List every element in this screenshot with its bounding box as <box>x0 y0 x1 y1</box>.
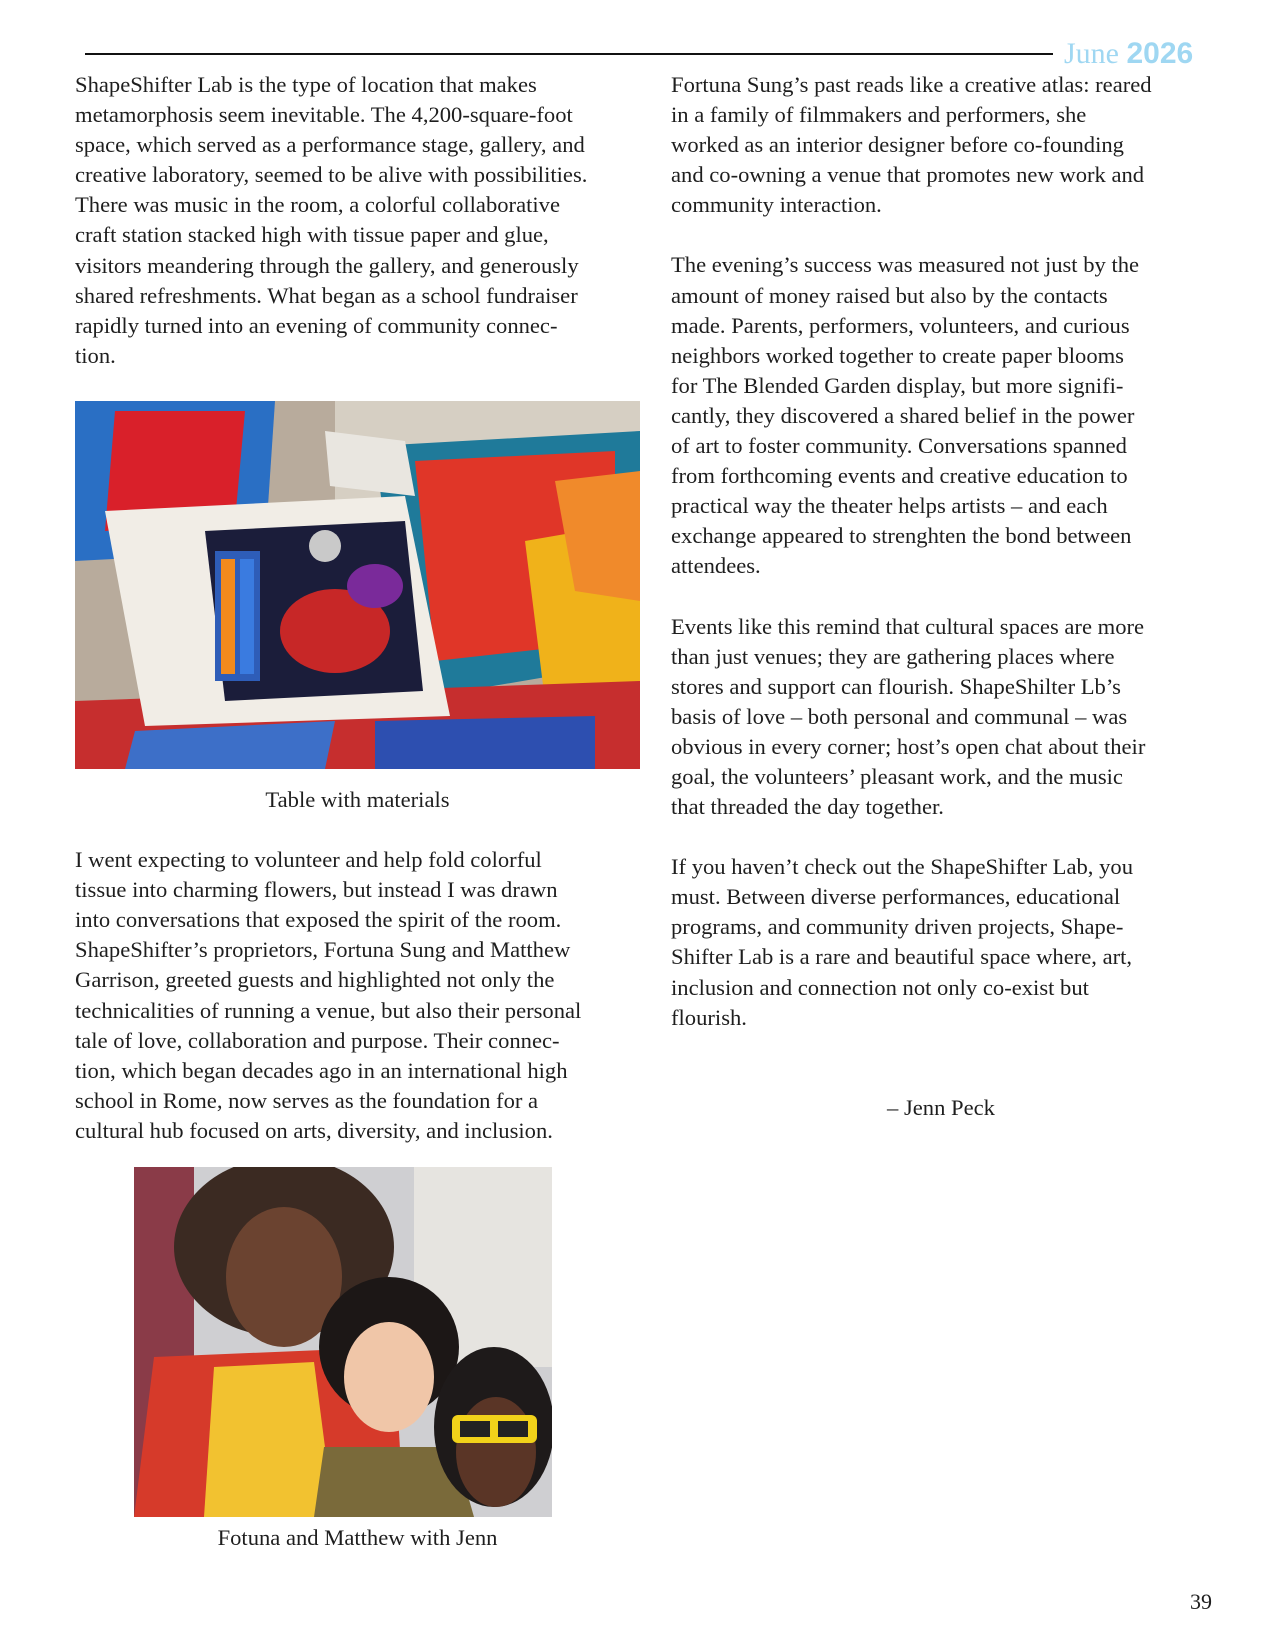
craft-table-photo <box>75 401 640 769</box>
left-column <box>75 70 640 1553</box>
photo-caption-1: Table with materials <box>265 786 450 812</box>
page-number: 39 <box>1190 1589 1212 1614</box>
right-paragraph-3: Events like this remind that cultural spaces are more than just venues; they are gathering places where stores and support can flourish. ShapeShilter Lb’s basis of love – both personal and communal – was obvious in every corner; host’s open chat about their goal, the volunteers’ pleasant work, and the music that threaded the day together. <box>671 613 1146 820</box>
photo-caption-2: Fotuna and Matthew with Jenn <box>217 1524 498 1550</box>
right-paragraph-1: Fortuna Sung’s past reads like a creative atlas: reared in a family of filmmakers and performers, she worked as an interior designer before co-founding and co-owning a venue that promotes new work and community interaction. <box>671 72 1152 218</box>
right-paragraph-2: The evening’s success was measured not just by the amount of money raised but also by the contacts made. Parents, performers, volunteers, and curious neighbors worked together to create paper blooms for The Blended Garden display, but more signifi- cantly, they discovered a shared belief in the power of art to foster community. Conversations spanned from forthcoming events and creative education to practical way the theater helps artists – and each exchange appeared to strenghten the bond between attendees. <box>671 252 1140 579</box>
header-rule <box>85 53 1053 55</box>
right-column <box>671 70 1211 1123</box>
left-paragraph-2: I went expecting to volunteer and help fold colorful tissue into charming flowers, but instead I was drawn into conversations that exposed the spirit of the room. ShapeShifter’s proprietors, Fortuna Sung and Matthew Garrison, greeted guests and highlighted not only the technicalities of running a venue, but also their personal tale of love, collaboration and purpose. Their connec- tion, which began decades ago in an international high school in Rome, now serves as the foundation for a cultural hub focused on arts, diversity, and inclusion. <box>75 847 582 1143</box>
right-paragraph-4: If you haven’t check out the ShapeShifter Lab, you must. Between diverse performances, educational programs, and community driven projects, Shape- Shifter Lab is a rare and beautiful space where, art, inclusion and connection not only co-exist but flourish. <box>671 854 1133 1030</box>
issue-year: 2026 <box>1126 37 1194 70</box>
guests-photo <box>134 1167 552 1517</box>
left-paragraph-1: ShapeShifter Lab is the type of location that makes metamorphosis seem inevitable. The 4,200-square-foot space, which served as a performance stage, gallery, and creative laboratory, seemed to be alive with possibilities. There was music in the room, a colorful collaborative craft station stacked high with tissue paper and glue, visitors meandering through the gallery, and generously shared refreshments. What began as a school fundraiser rapidly turned into an evening of community connec- tion. <box>75 72 588 368</box>
issue-month: June <box>1064 37 1119 70</box>
issue-date <box>1064 34 1193 74</box>
author-byline: – Jenn Peck <box>887 1094 995 1120</box>
